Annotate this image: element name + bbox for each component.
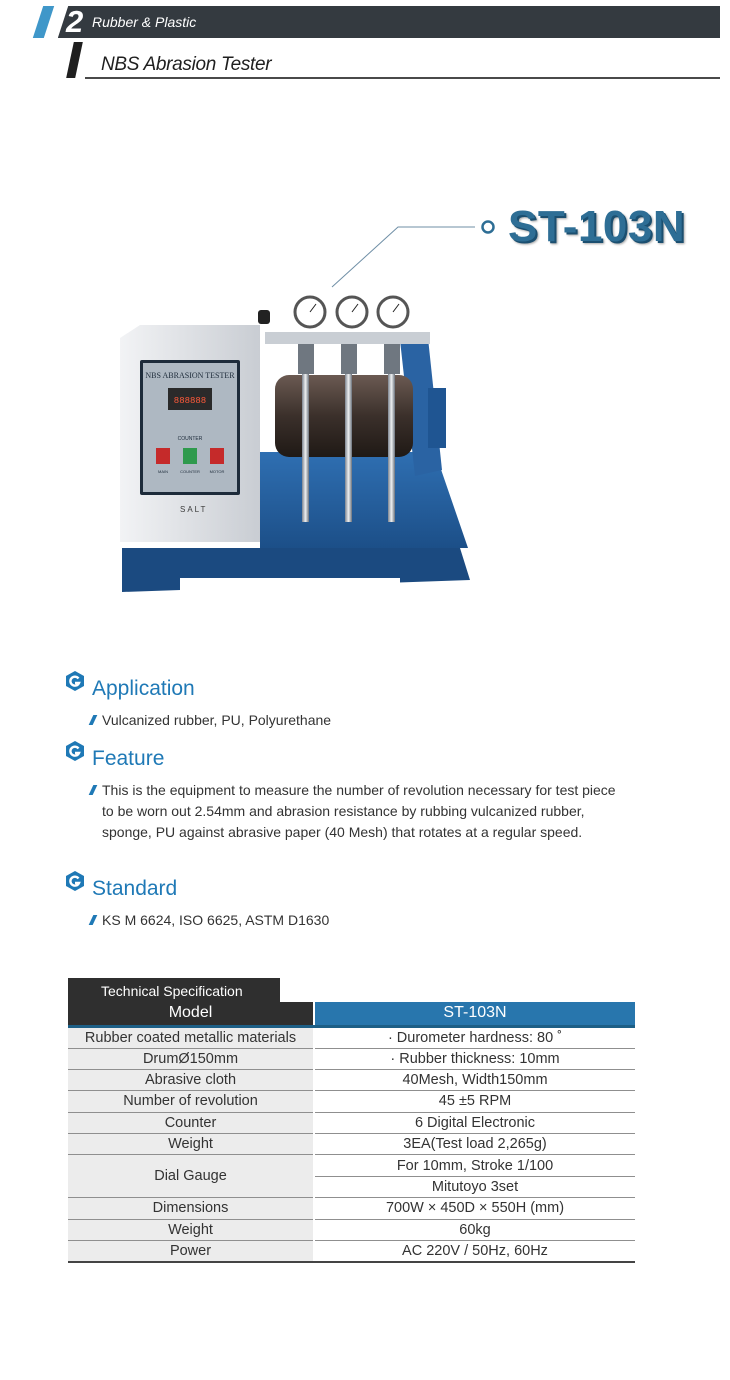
spec-value: 40Mesh, Width150mm [314,1069,635,1090]
spec-value: Mitutoyo 3set [314,1176,635,1197]
standard-bullet [89,915,98,925]
feature-title: Feature [92,747,165,770]
feature-line-3: sponge, PU against abrasive paper (40 Mesh) that rotates at a regular speed. [102,824,583,840]
spec-label: Power [68,1241,314,1263]
feature-bullet [89,785,98,795]
table-row [68,1219,635,1240]
spec-header-model: Model [68,1002,314,1026]
table-row [68,1198,635,1219]
spec-label: Number of revolution [68,1091,314,1112]
main-button-label: MAIN [158,469,168,474]
table-row [68,1069,635,1090]
spec-value: 700W × 450D × 550H (mm) [314,1198,635,1219]
table-row [68,1241,635,1263]
table-row [68,1155,635,1176]
section-number: 2 [66,4,84,39]
motor-button-label: MOTOR [209,469,225,474]
table-row [68,1112,635,1133]
feature-icon [64,740,86,762]
page-title: NBS Abrasion Tester [101,54,272,75]
spec-value: 3EA(Test load 2,265g) [314,1134,635,1155]
standard-title: Standard [92,877,178,900]
spec-table [68,1002,635,1263]
motor-switch [210,448,224,464]
category-label: Rubber & Plastic [92,14,197,30]
spec-value: 45 ±5 RPM [314,1091,635,1112]
model-name: ST-103N [508,202,686,251]
spec-label: Rubber coated metallic materials [68,1026,314,1048]
panel-label: NBS ABRASION TESTER [145,371,235,380]
title-slash [66,42,83,78]
title-underline [85,77,720,79]
spec-label: Weight [68,1134,314,1155]
application-title: Application [92,677,195,700]
spec-label: Counter [68,1112,314,1133]
counter-button-label: COUNTER [180,469,200,474]
spec-label: Dimensions [68,1198,314,1219]
spec-label: Weight [68,1219,314,1240]
spec-label: DrumØ150mm [68,1048,314,1069]
spec-value: AC 220V / 50Hz, 60Hz [314,1241,635,1263]
table-row [68,1091,635,1112]
table-row [68,1134,635,1155]
counter-label: COUNTER [177,436,203,442]
spec-label: Dial Gauge [68,1155,314,1198]
machine-illustration [110,280,480,610]
feature-line-2: to be worn out 2.54mm and abrasion resistance by rubbing vulcanized rubber, [102,803,585,819]
application-icon [64,670,86,692]
spec-value: For 10mm, Stroke 1/100 [314,1155,635,1176]
brand-logo: SALT [180,505,208,514]
standard-text: KS M 6624, ISO 6625, ASTM D1630 [102,912,330,928]
main-switch [156,448,170,464]
spec-header-value: ST-103N [314,1002,635,1026]
spec-header-row [68,1002,635,1026]
spec-value: · Rubber thickness: 10mm [314,1048,635,1069]
spec-value: 60kg [314,1219,635,1240]
spec-label: Abrasive cloth [68,1069,314,1090]
spec-value: · Durometer hardness: 80 ˚ [314,1026,635,1048]
application-bullet [89,715,98,725]
spec-tab: Technical Specification [68,978,280,1004]
application-text: Vulcanized rubber, PU, Polyurethane [102,712,332,728]
feature-line-1: This is the equipment to measure the number of revolution necessary for test piece [102,782,616,798]
table-row [68,1048,635,1069]
table-row [68,1026,635,1048]
counter-display: 888888 [173,396,207,406]
standard-icon [64,870,86,892]
counter-switch [183,448,197,464]
base-opening [180,578,400,592]
dial-gauges [295,297,408,327]
spec-value: 6 Digital Electronic [314,1112,635,1133]
